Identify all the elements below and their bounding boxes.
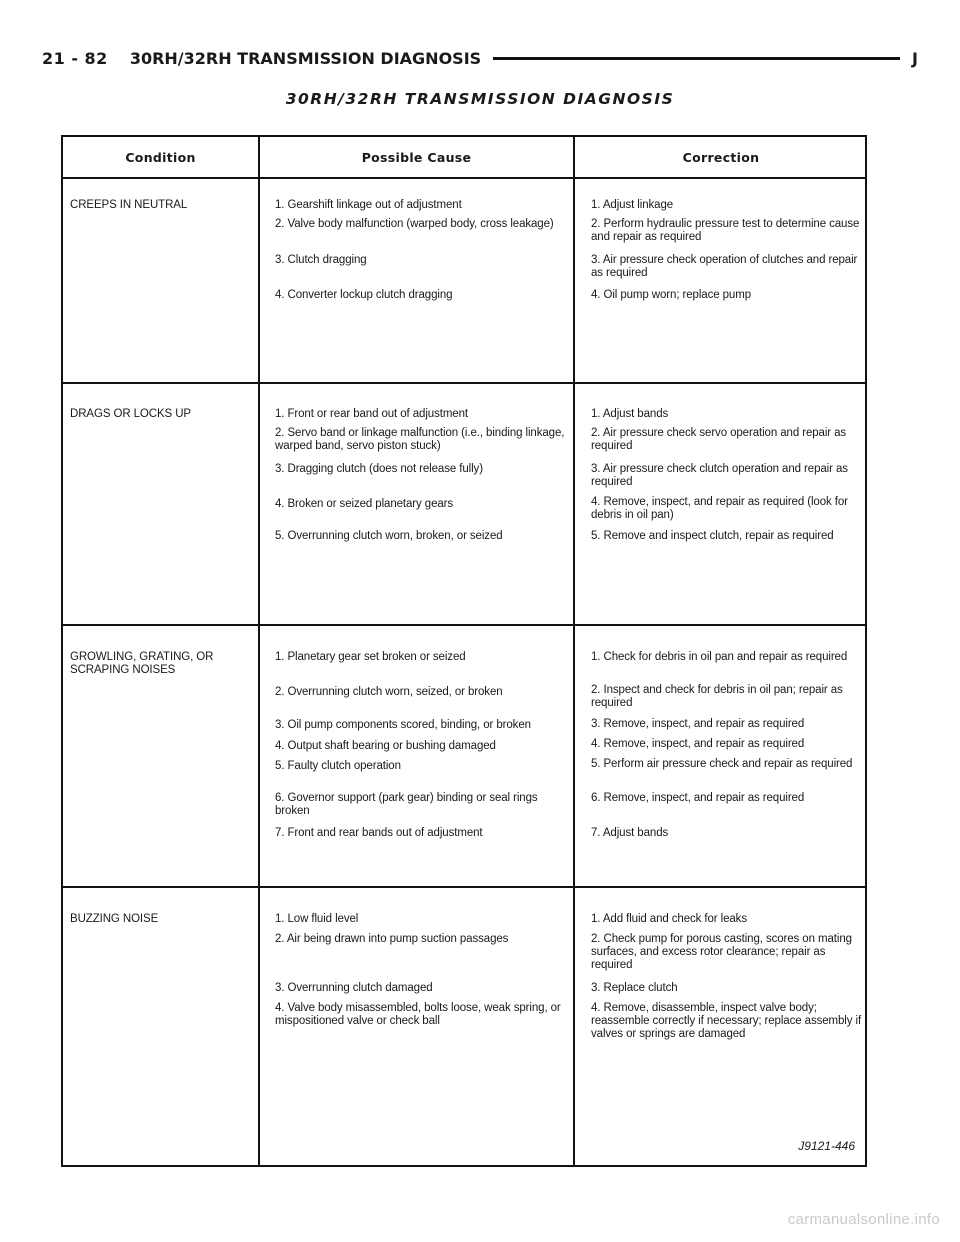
cause-item: 5. Faulty clutch operation [275, 760, 401, 772]
cause-item: 3. Dragging clutch (does not release fully) [275, 463, 483, 475]
correction-item: 4. Remove, inspect, and repair as required (look for debris in oil pan) [591, 496, 848, 521]
correction-item: 7. Adjust bands [591, 827, 669, 839]
diagnosis-table [61, 135, 867, 1167]
cause-item: 1. Gearshift linkage out of adjustment [275, 199, 462, 211]
table-row [63, 179, 865, 384]
correction-item: 1. Add fluid and check for leaks [591, 913, 747, 925]
page-header [42, 40, 918, 76]
correction-item: 4. Remove, disassemble, inspect valve body; reassemble correctly if necessary; replace assembly if valves or springs are damaged [591, 1002, 862, 1040]
correction-item: 1. Adjust bands [591, 408, 669, 420]
cause-item: 2. Valve body malfunction (warped body, cross leakage) [275, 218, 554, 230]
cause-item: 5. Overrunning clutch worn, broken, or seized [275, 530, 503, 542]
cause-item: 4. Broken or seized planetary gears [275, 498, 454, 510]
cause-item: 1. Front or rear band out of adjustment [275, 408, 468, 420]
table-row [63, 626, 865, 888]
cause-item: 4. Valve body misassembled, bolts loose, weak spring, or mispositioned valve or check ball [275, 1002, 561, 1027]
correction-item: 3. Remove, inspect, and repair as required [591, 718, 805, 730]
header-possible-cause: Possible Cause [361, 149, 472, 165]
cause-item: 2. Servo band or linkage malfunction (i.e., binding linkage, warped band, servo piston stuck) [275, 427, 565, 452]
header-rule [493, 57, 900, 60]
figure-id: J9121-446 [798, 1139, 855, 1153]
watermark: carmanualsonline.info [787, 1211, 940, 1228]
cause-item: 1. Planetary gear set broken or seized [275, 651, 466, 663]
correction-item: 2. Inspect and check for debris in oil pan; repair as required [591, 684, 843, 709]
correction-item: 5. Perform air pressure check and repair as required [591, 758, 853, 770]
section-title: 30RH/32RH TRANSMISSION DIAGNOSIS [129, 48, 482, 68]
header-condition: Condition [125, 149, 196, 165]
cause-item: 2. Overrunning clutch worn, seized, or broken [275, 686, 503, 698]
condition-cell: BUZZING NOISE [70, 913, 159, 925]
correction-item: 2. Perform hydraulic pressure test to determine cause and repair as required [591, 218, 860, 243]
correction-item: 2. Check pump for porous casting, scores on mating surfaces, and excess rotor clearance; repair as required [591, 933, 852, 971]
table-row [63, 384, 865, 626]
correction-item: 3. Air pressure check clutch operation and repair as required [591, 463, 848, 488]
condition-cell: DRAGS OR LOCKS UP [70, 408, 191, 420]
table-row [63, 888, 865, 1165]
cause-item: 4. Output shaft bearing or bushing damaged [275, 740, 496, 752]
table-header-row [63, 137, 865, 179]
condition-cell: CREEPS IN NEUTRAL [70, 199, 188, 211]
correction-item: 1. Adjust linkage [591, 199, 674, 211]
header-letter: J [912, 48, 918, 68]
cause-item: 1. Low fluid level [275, 913, 359, 925]
cause-item: 6. Governor support (park gear) binding or seal rings broken [275, 792, 538, 817]
cause-item: 3. Oil pump components scored, binding, or broken [275, 719, 531, 731]
page-title: 30RH/32RH TRANSMISSION DIAGNOSIS [285, 90, 675, 108]
correction-item: 2. Air pressure check servo operation and repair as required [591, 427, 847, 452]
page-number: 21 - 82 [42, 48, 108, 68]
correction-item: 4. Remove, inspect, and repair as required [591, 738, 805, 750]
correction-item: 6. Remove, inspect, and repair as required [591, 792, 805, 804]
cause-item: 4. Converter lockup clutch dragging [275, 289, 453, 301]
cause-item: 3. Clutch dragging [275, 254, 367, 266]
cause-item: 7. Front and rear bands out of adjustment [275, 827, 483, 839]
correction-item: 4. Oil pump worn; replace pump [591, 289, 751, 301]
correction-item: 3. Replace clutch [591, 982, 678, 994]
condition-cell: GROWLING, GRATING, OR SCRAPING NOISES [70, 651, 214, 676]
correction-item: 3. Air pressure check operation of clutches and repair as required [591, 254, 858, 279]
correction-item: 1. Check for debris in oil pan and repair as required [591, 651, 848, 663]
correction-item: 5. Remove and inspect clutch, repair as required [591, 530, 834, 542]
header-correction: Correction [682, 149, 760, 165]
cause-item: 2. Air being drawn into pump suction passages [275, 933, 509, 945]
cause-item: 3. Overrunning clutch damaged [275, 982, 433, 994]
